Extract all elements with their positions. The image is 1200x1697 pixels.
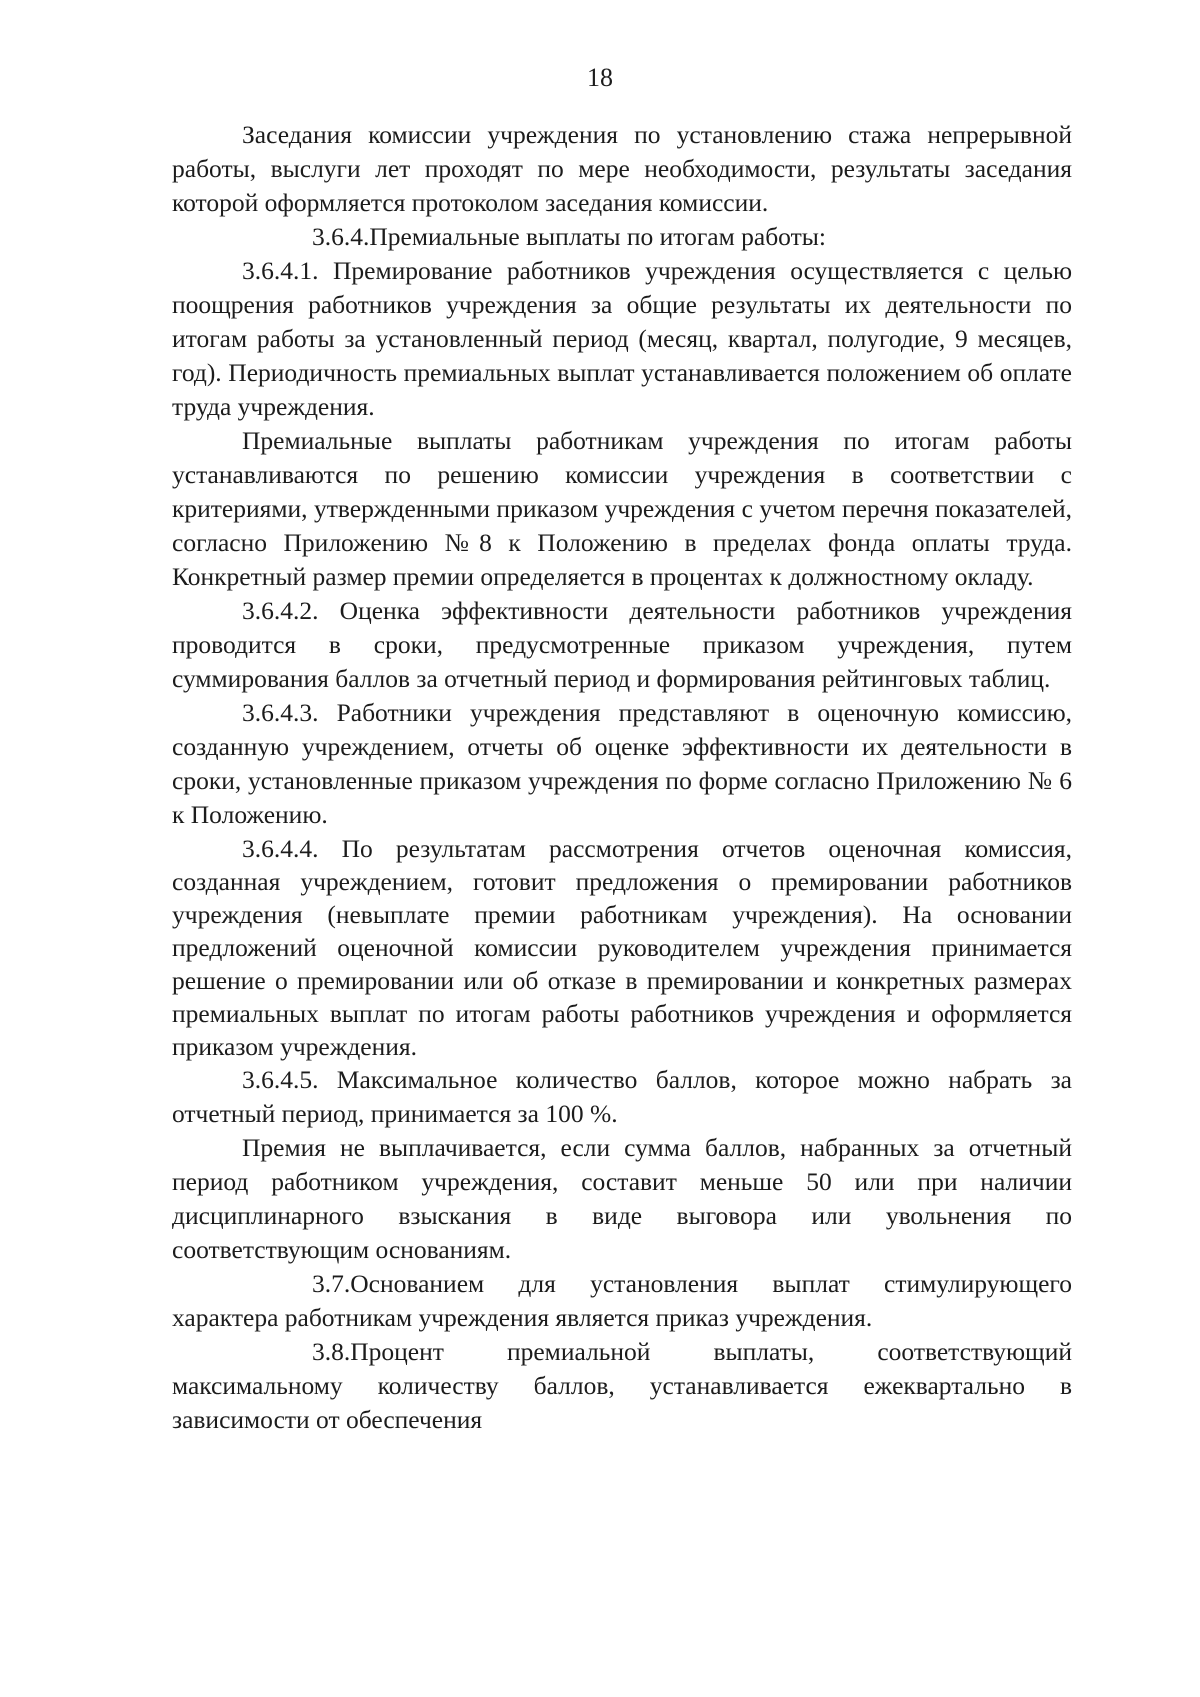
paragraph-3-7 [172, 1267, 1072, 1335]
paragraph-commission-meetings: Заседания комиссии учреждения по установлению стажа непрерывной работы, выслуги лет проходят по мере необходимости, результаты заседания которой оформляется протоколом заседания комиссии. [172, 120, 1072, 217]
paragraph-3-6-4-5: 3.6.4.5. Максимальное количество баллов, которое можно набрать за отчетный период, принимается за 100 %. [172, 1065, 1072, 1128]
page-number: 18 [587, 63, 613, 92]
paragraph-bonus-not-paid: Премия не выплачивается, если сумма баллов, набранных за отчетный период работником учреждения, составит меньше 50 или при наличии дисциплинарного взыскания в виде выговора или увольнения по соответствующим основаниям. [172, 1133, 1072, 1264]
paragraph-bonus-criteria: Премиальные выплаты работникам учреждения по итогам работы устанавливаются по решению комиссии учреждения в соответствии с критериями, утвержденными приказом учреждения с учетом перечня показателей, согласно Приложению №8 к Положению в пределах фонда оплаты труда. Конкретный размер премии определяется в процентах к должностному окладу. [172, 426, 1072, 591]
paragraph-3-6-4-4: 3.6.4.4. По результатам рассмотрения отчетов оценочная комиссия, созданная учреждением, готовит предложения о премировании работников учреждения (невыплате премии работникам учреждения). На основании предложений оценочной комиссии руководителем учреждения принимается решение о премировании или об отказе в премировании и конкретных размерах премиальных выплат по итогам работы работников учреждения и оформляется приказом учреждения. [172, 834, 1072, 1061]
clause-text: Основанием для установления выплат стимулирующего характера работникам учреждения является приказ учреждения. [172, 1269, 1072, 1332]
clause-text: Премиальные выплаты по итогам работы: [369, 222, 826, 251]
document-body [172, 118, 1072, 1437]
paragraph-3-6-4-3: 3.6.4.3. Работники учреждения представляют в оценочную комиссию, созданную учреждением, отчеты об оценке эффективности их деятельности в сроки, установленные приказом учреждения по форме согласно Приложению № 6 к Положению. [172, 698, 1072, 829]
clause-text: Процент премиальной выплаты, соответствующий максимальному количеству баллов, устанавливается ежеквартально в зависимости от обеспечения [172, 1337, 1072, 1434]
paragraph-3-6-4-1: 3.6.4.1. Премирование работников учреждения осуществляется с целью поощрения работников учреждения за общие результаты их деятельности по итогам работы за установленный период (месяц, квартал, полугодие, 9 месяцев, год). Периодичность премиальных выплат устанавливается положением об оплате труда учреждения. [172, 256, 1072, 421]
clause-number: 3.8. [312, 1337, 351, 1366]
paragraph-3-6-4 [172, 220, 1072, 254]
paragraph-3-6-4-2: 3.6.4.2. Оценка эффективности деятельности работников учреждения проводится в сроки, предусмотренные приказом учреждения, путем суммирования баллов за отчетный период и формирования рейтинговых таблиц. [172, 596, 1072, 693]
paragraph-3-8 [172, 1335, 1072, 1437]
clause-number: 3.7. [312, 1269, 351, 1298]
clause-number: 3.6.4. [312, 222, 370, 251]
